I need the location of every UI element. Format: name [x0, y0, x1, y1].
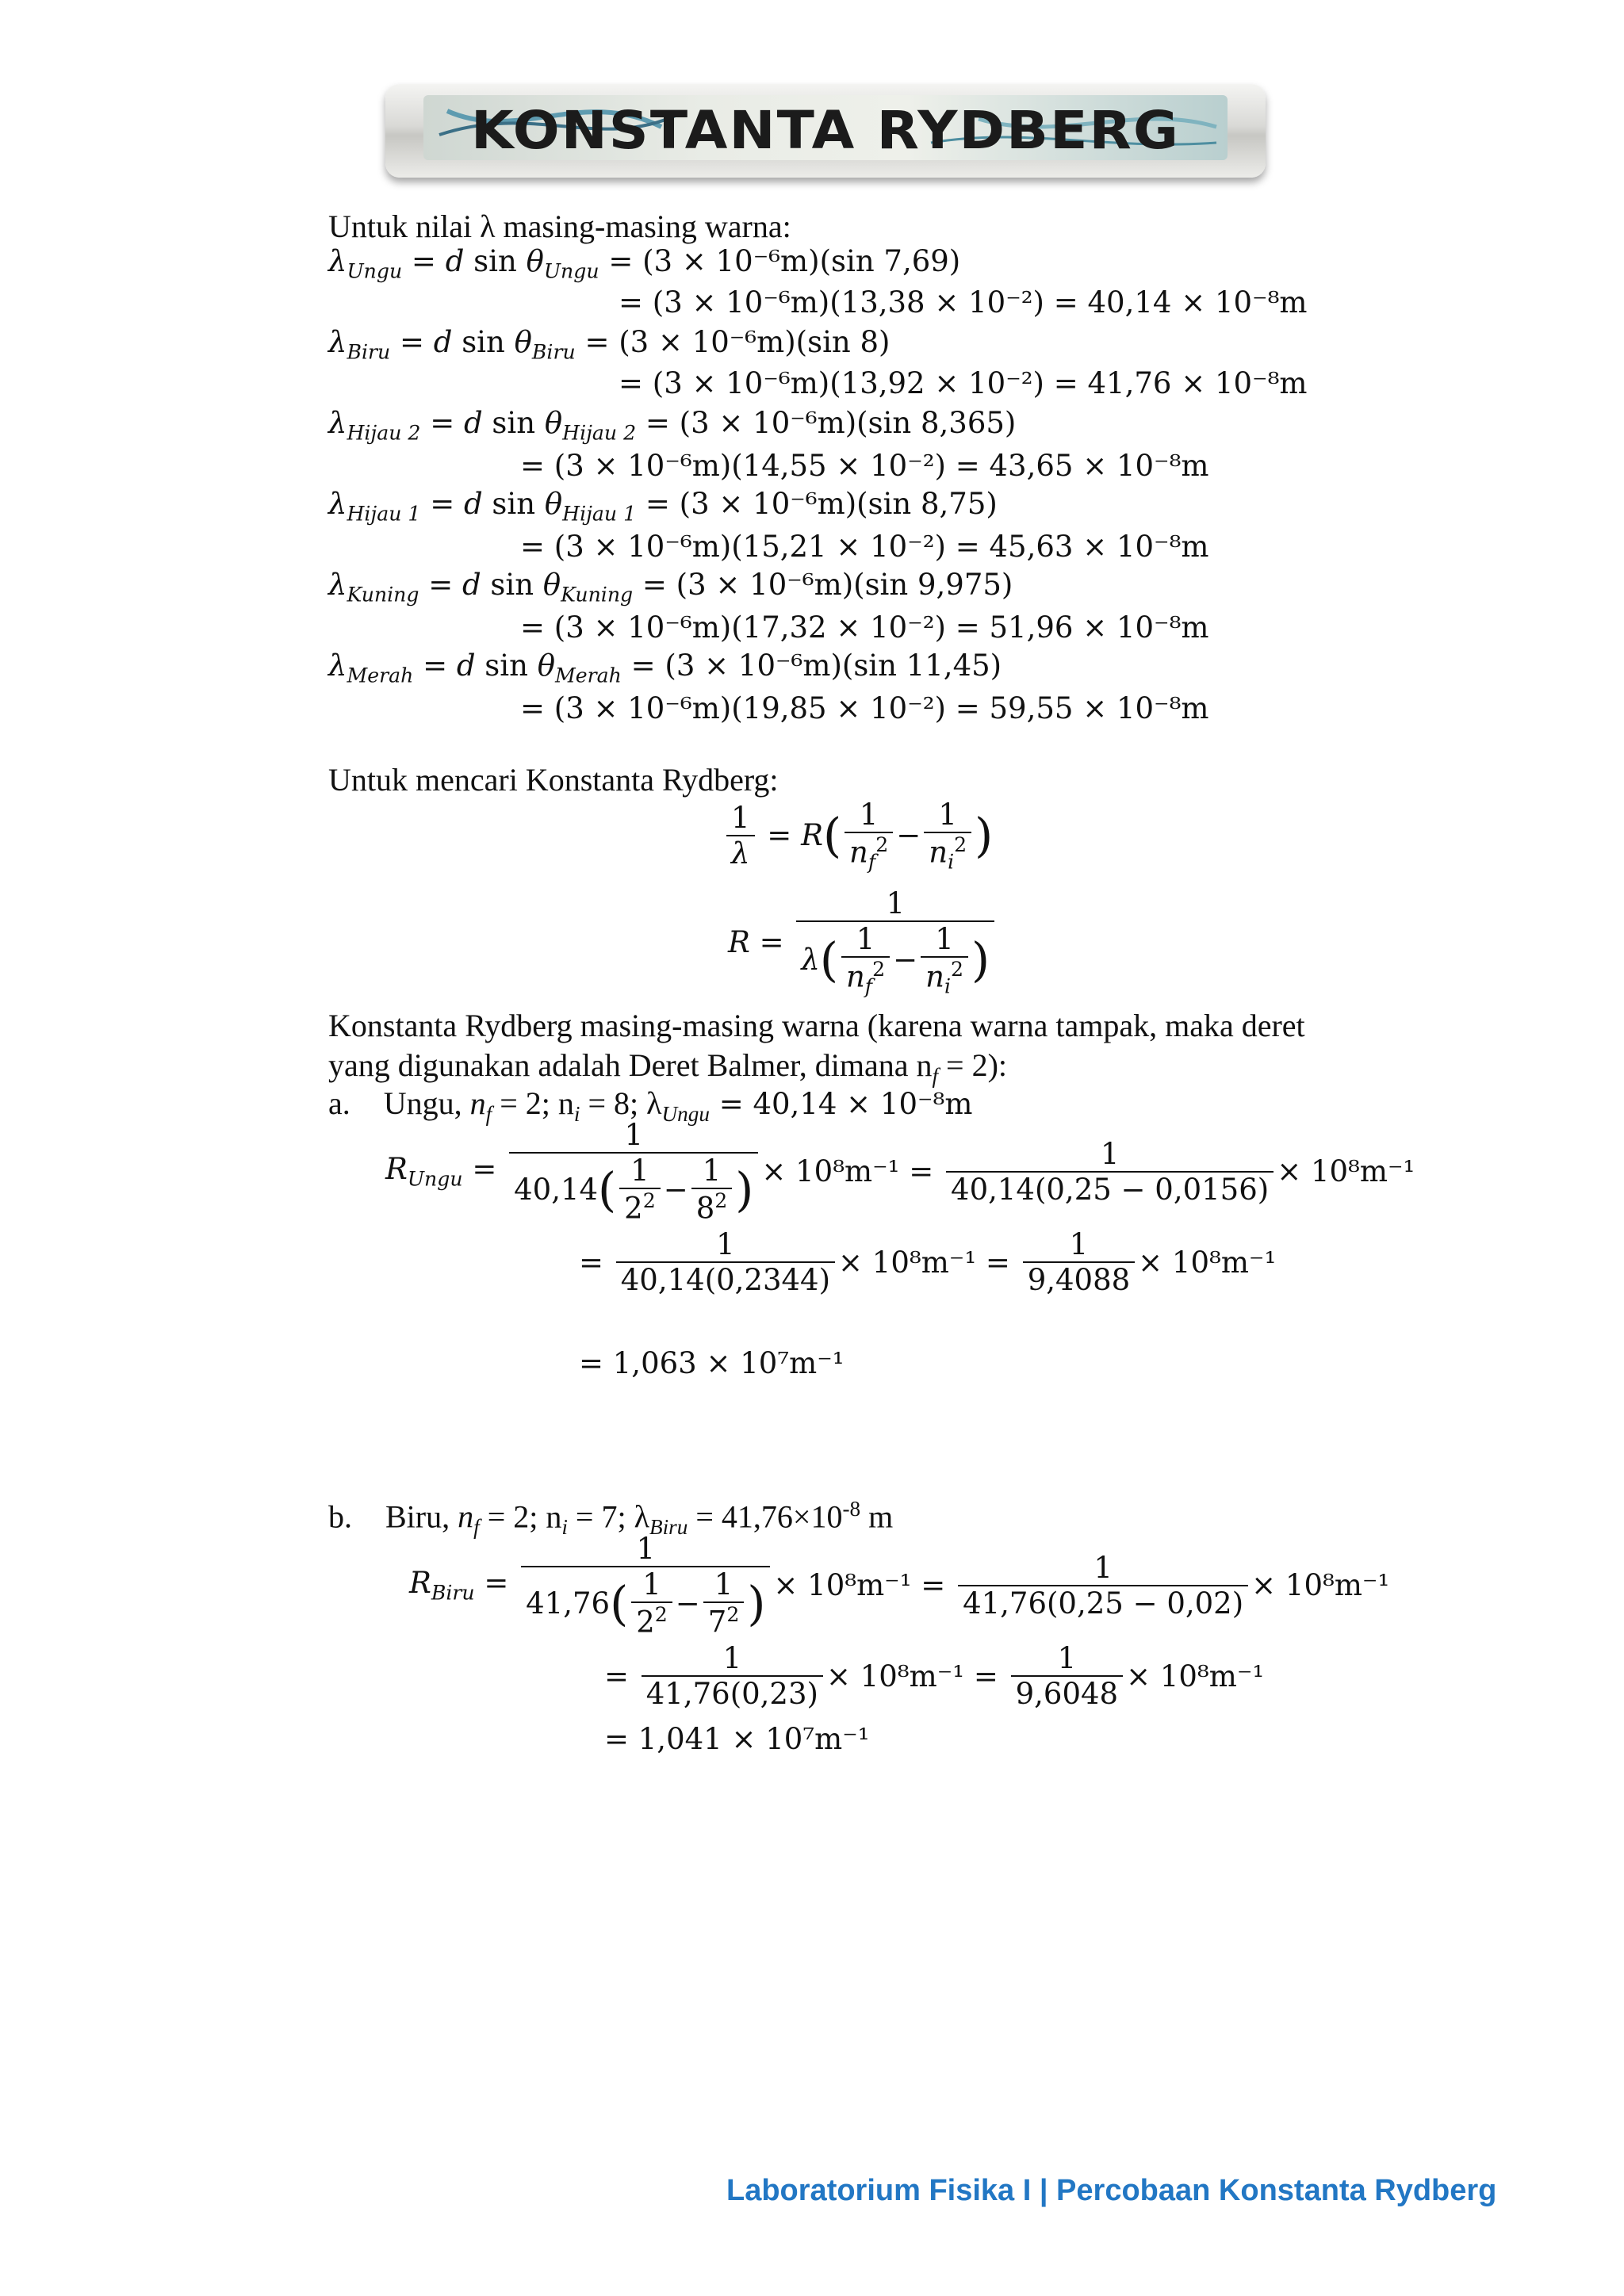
item-a-header: a. Ungu, $n_f = 2$; $n_i = 8$; $\lambda_{Ungu} = 40,14 \times 10^{-8}m$ [328, 1085, 973, 1126]
rydberg-formula: $\frac{1}{\lambda}$ = R ( $\frac{1}{n_f^2}$ − $\frac{1}{n_i^2}$ ) [723, 798, 993, 874]
lambda-line-1: $\lambda_{Ungu} = d$ $\sin \theta_{Ungu} = (3 \times 10^{-6}m)(\sin$ 7,69) [328, 244, 961, 283]
intro-text: Untuk nilai λ masing-masing warna: [328, 209, 791, 244]
lambda-line-3: $\lambda_{Hijau 2} = d$ $\sin \theta_{Hijau 2} = (3 \times 10^{-6}m)(\sin$ 8,365) [328, 406, 1017, 445]
item-a-step1: $R_{Ungu}$ = 1 40,14 ( $\frac{1}{2^2}$ − $\frac{1}{8^2}$ ) × 10⁸m⁻¹ = $\frac{1}{40,14(0,25 - 0,0156)}$ × 10⁸m⁻¹ [385, 1118, 1415, 1226]
item-b-step2: = $\frac{1}{41,76(0,23)}$ × 10⁸m⁻¹ = $\frac{1}{9,6048}$ × 10⁸m⁻¹ [604, 1641, 1265, 1711]
lambda-line-6: $\lambda_{Merah} = d$ $\sin \theta_{Merah} = (3 \times 10^{-6}m)(\sin$ 11,45) [328, 649, 1002, 687]
item-b-step1: $R_{Biru}$ = 1 41,76 ( $\frac{1}{2^2}$ − $\frac{1}{7^2}$ ) × 10⁸m⁻¹ = $\frac{1}{41,76(0,25 - 0,02)}$ × 10⁸m⁻¹ [409, 1532, 1390, 1640]
balmer-text-line2: yang digunakan adalah Deret Balmer, dimana $n_f = 2$): [328, 1047, 1008, 1088]
lambda-result-4: = (3 × 10⁻⁶m)(15,21 × 10⁻²) = 45,63 × 10⁻⁸m [520, 530, 1209, 564]
lambda-line-2: $\lambda_{Biru} = d$ $\sin \theta_{Biru} = (3 \times 10^{-6}m)(\sin$ 8) [328, 325, 891, 364]
rydberg-R-formula: R = 1 λ ( $\frac{1}{n_f^2}$ − $\frac{1}{n_i^2}$ ) [728, 886, 998, 998]
title-banner [385, 84, 1266, 178]
lambda-line-4: $\lambda_{Hijau 1} = d$ $\sin \theta_{Hijau 1} = (3 \times 10^{-6}m)(\sin$ 8,75) [328, 487, 998, 526]
lambda-result-6: = (3 × 10⁻⁶m)(19,85 × 10⁻²) = 59,55 × 10⁻⁸m [520, 691, 1209, 725]
lambda-result-1: = (3 × 10⁻⁶m)(13,38 × 10⁻²) = 40,14 × 10⁻⁸m [619, 285, 1308, 320]
lambda-result-3: = (3 × 10⁻⁶m)(14,55 × 10⁻²) = 43,65 × 10⁻⁸m [520, 449, 1209, 483]
banner-inner [423, 95, 1228, 160]
item-b-header: b. Biru, $n_f = 2$; $n_i = 7$; $\lambda_{Biru} = 41,76\times 10^{-8}$ m [328, 1497, 894, 1540]
item-a-result: = 1,063 × 10⁷m⁻¹ [579, 1346, 845, 1380]
lambda-result-2: = (3 × 10⁻⁶m)(13,92 × 10⁻²) = 41,76 × 10⁻⁸m [619, 366, 1308, 400]
item-a-step2: = $\frac{1}{40,14(0,2344)}$ × 10⁸m⁻¹ = $\frac{1}{9,4088}$ × 10⁸m⁻¹ [579, 1227, 1277, 1297]
lambda-result-5: = (3 × 10⁻⁶m)(17,32 × 10⁻²) = 51,96 × 10⁻⁸m [520, 610, 1209, 645]
lambda-line-5: $\lambda_{Kuning} = d$ $\sin \theta_{Kuning} = (3 \times 10^{-6}m)(\sin$ 9,975) [328, 568, 1013, 607]
item-b-result: = 1,041 × 10⁷m⁻¹ [604, 1722, 870, 1756]
balmer-text-line1: Konstanta Rydberg masing-masing warna (karena warna tampak, maka deret [328, 1008, 1305, 1043]
banner-title: KONSTANTA RYDBERG [471, 100, 1180, 160]
rydberg-intro: Untuk mencari Konstanta Rydberg: [328, 762, 779, 798]
page-footer: Laboratorium Fisika I | Percobaan Konstanta Rydberg [726, 2174, 1497, 2207]
